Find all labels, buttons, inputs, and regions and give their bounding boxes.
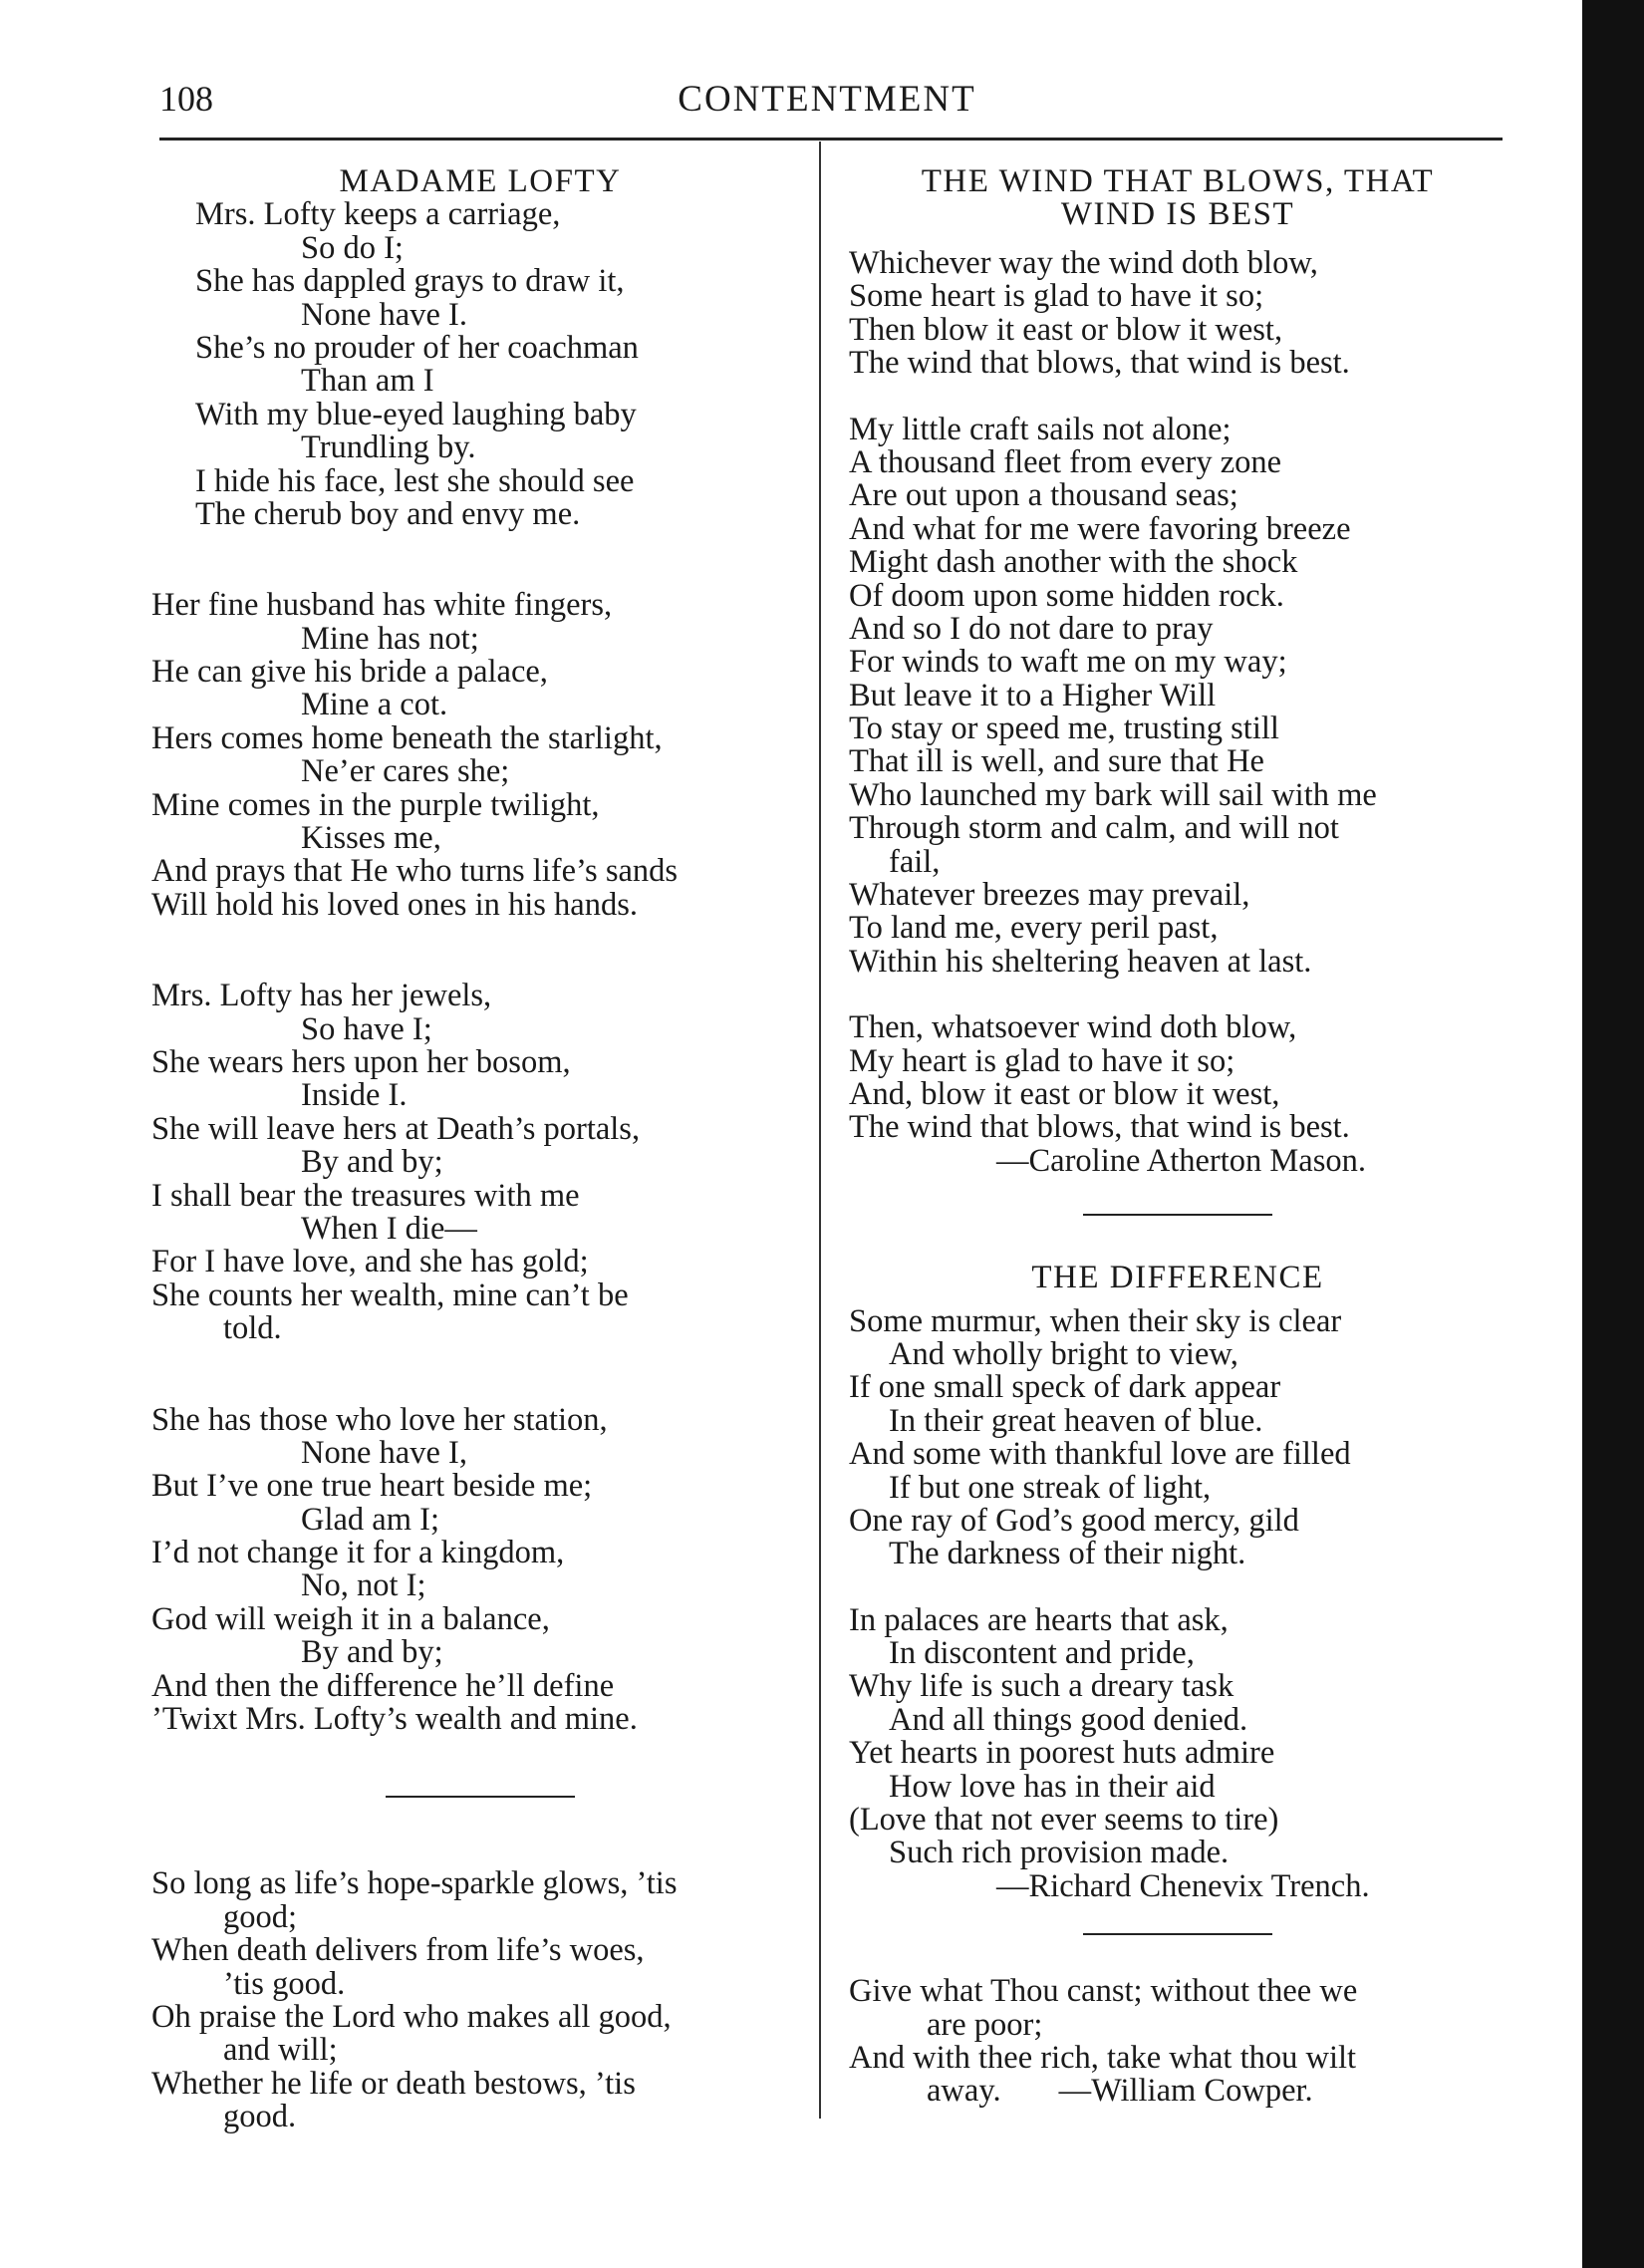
- poem-line: ’Twixt Mrs. Lofty’s wealth and mine.: [151, 1701, 638, 1738]
- poem-line: Might dash another with the shock: [849, 544, 1298, 581]
- poem-line-text: away.: [927, 2073, 1001, 2110]
- poem-line: I’d not change it for a kingdom,: [151, 1535, 565, 1571]
- poem-line: Ne’er cares she;: [301, 753, 510, 790]
- poem-line: In discontent and pride,: [889, 1635, 1195, 1672]
- poem-line: For winds to waft me on my way;: [849, 644, 1287, 681]
- poem-title-difference: THE DIFFERENCE: [1031, 1260, 1324, 1296]
- section-separator: [1083, 1214, 1272, 1216]
- poem-line: Who launched my bark will sail with me: [849, 776, 1377, 813]
- left-column: [151, 165, 809, 2134]
- poem-line: And so I do not dare to pray: [849, 610, 1214, 647]
- poem-line: And prays that He who turns life’s sands: [151, 853, 679, 890]
- poem-line: Oh praise the Lord who makes all good,: [151, 1998, 672, 2035]
- poem-line: She will leave hers at Death’s portals,: [151, 1110, 641, 1147]
- poem-line: And with thee rich, take what thou wilt: [849, 2039, 1357, 2076]
- page-number: 108: [159, 79, 213, 119]
- poem-line: Her fine husband has white fingers,: [151, 587, 613, 624]
- difference-stanza-1: [849, 1302, 1507, 1572]
- attribution-mason: —Caroline Atherton Mason.: [996, 1142, 1366, 1179]
- poem-title-wind: [849, 165, 1507, 231]
- poem-line: Whichever way the wind doth blow,: [849, 245, 1318, 281]
- poem-line: And, blow it east or blow it west,: [849, 1075, 1280, 1112]
- poem-line: A thousand fleet from every zone: [849, 443, 1282, 480]
- attribution-cowper: —William Cowper.: [1058, 2073, 1313, 2110]
- running-title: CONTENTMENT: [678, 79, 976, 120]
- poem-line: My little craft sails not alone;: [849, 411, 1232, 447]
- poem-line: Such rich provision made.: [889, 1835, 1230, 1871]
- wind-stanza-2: [849, 411, 1507, 980]
- poem-line: So have I;: [301, 1010, 432, 1047]
- wind-stanza-3: [849, 1011, 1507, 1145]
- poem-line: Of doom upon some hidden rock.: [849, 577, 1284, 614]
- poem-line: God will weigh it in a balance,: [151, 1600, 550, 1637]
- poem-title-line: WIND IS BEST: [1060, 196, 1295, 232]
- poem-line: With my blue-eyed laughing baby: [195, 396, 637, 432]
- poem-line: She counts her wealth, mine can’t be: [151, 1276, 629, 1313]
- poem-line: The darkness of their night.: [889, 1536, 1246, 1572]
- poem-line: told.: [223, 1310, 282, 1347]
- poem-line: The cherub boy and envy me.: [195, 495, 581, 532]
- poem-line: The wind that blows, that wind is best.: [849, 1109, 1350, 1146]
- poem-line: No, not I;: [301, 1567, 426, 1604]
- poem-line: To stay or speed me, trusting still: [849, 710, 1279, 747]
- page-header: [159, 78, 1495, 128]
- difference-stanza-2: [849, 1601, 1507, 1871]
- poem-line: Then, whatsoever wind doth blow,: [849, 1009, 1297, 1046]
- poem-line: I shall bear the treasures with me: [151, 1177, 580, 1214]
- madame-lofty-stanza-3: [151, 980, 809, 1345]
- poem-line: Give what Thou canst; without thee we: [849, 1973, 1358, 2010]
- poem-line: But leave it to a Higher Will: [849, 677, 1217, 713]
- poem-line: She’s no prouder of her coachman: [195, 329, 639, 366]
- poem-line: By and by;: [301, 1634, 443, 1671]
- poem-line: Mine a cot.: [301, 687, 448, 723]
- poem-line: The wind that blows, that wind is best.: [849, 345, 1350, 382]
- poem-line: He can give his bride a palace,: [151, 654, 548, 691]
- poem-line: Trundling by.: [301, 429, 476, 466]
- column-divider: [819, 142, 821, 2119]
- poem-line: She wears hers upon her bosom,: [151, 1044, 571, 1080]
- poem-line: To land me, every peril past,: [849, 910, 1219, 947]
- poem-line: Than am I: [301, 363, 434, 400]
- poem-line: She has those who love her station,: [151, 1401, 608, 1438]
- poem-line: fail,: [889, 843, 941, 880]
- poem-line: That ill is well, and sure that He: [849, 743, 1264, 780]
- poem-line: Then blow it east or blow it west,: [849, 311, 1283, 348]
- poem-line: She has dappled grays to draw it,: [195, 263, 625, 300]
- poem-title-line: THE WIND THAT BLOWS, THAT: [921, 163, 1435, 199]
- poem-line: ’tis good.: [223, 1965, 346, 2002]
- poem-line: Inside I.: [301, 1077, 408, 1114]
- poem-line: good.: [223, 2099, 297, 2135]
- poem-line: Yet hearts in poorest huts admire: [849, 1735, 1275, 1772]
- poem-line: For I have love, and she has gold;: [151, 1244, 589, 1280]
- poem-line: In their great heaven of blue.: [889, 1402, 1263, 1439]
- wind-stanza-1: [849, 247, 1507, 381]
- poem-line: If one small speck of dark appear: [849, 1369, 1281, 1406]
- poem-title-madame-lofty: MADAME LOFTY: [339, 163, 622, 199]
- poem-line: Mine comes in the purple twilight,: [151, 786, 600, 823]
- poem-line: Whatever breezes may prevail,: [849, 877, 1250, 914]
- cowper-verse: [849, 1975, 1507, 2109]
- poem-line: Whether he life or death bestows, ’tis: [151, 2065, 636, 2102]
- poem-line: When I die—: [301, 1210, 477, 1247]
- poem-line: Mrs. Lofty has her jewels,: [151, 978, 492, 1014]
- poem-line: My heart is glad to have it so;: [849, 1042, 1235, 1079]
- poem-line: And wholly bright to view,: [889, 1335, 1238, 1372]
- poem-line: good;: [223, 1898, 298, 1935]
- poem-line: And some with thankful love are filled: [849, 1436, 1351, 1473]
- poem-line: One ray of God’s good mercy, gild: [849, 1502, 1299, 1539]
- poem-line: Why life is such a dreary task: [849, 1668, 1234, 1705]
- madame-lofty-stanza-1: [151, 198, 809, 531]
- poem-line: By and by;: [301, 1144, 443, 1181]
- poem-line: So long as life’s hope-sparkle glows, ’tis: [151, 1865, 678, 1902]
- madame-lofty-stanza-2: [151, 589, 809, 922]
- section-separator: [1083, 1933, 1272, 1935]
- poem-line: Are out upon a thousand seas;: [849, 477, 1238, 514]
- poem-line: But I’ve one true heart beside me;: [151, 1468, 593, 1505]
- poem-line: Within his sheltering heaven at last.: [849, 943, 1312, 980]
- poem-line: And then the difference he’ll define: [151, 1667, 615, 1704]
- poem-line: If but one streak of light,: [889, 1469, 1212, 1506]
- poem-line: Glad am I;: [301, 1501, 439, 1538]
- poem-line: Kisses me,: [301, 820, 441, 857]
- poem-line: Will hold his loved ones in his hands.: [151, 886, 638, 923]
- madame-lofty-stanza-4: [151, 1401, 809, 1738]
- poem-line: Some heart is glad to have it so;: [849, 278, 1264, 315]
- poem-line: [849, 2075, 1507, 2108]
- poem-line: Mrs. Lofty keeps a carriage,: [195, 196, 561, 233]
- section-separator: [386, 1796, 575, 1798]
- poem-line: (Love that not ever seems to tire): [849, 1802, 1279, 1839]
- poem-line: And what for me were favoring breeze: [849, 510, 1351, 547]
- header-rule: [159, 138, 1503, 141]
- poem-line: Some murmur, when their sky is clear: [849, 1302, 1342, 1339]
- right-column: [849, 165, 1507, 2109]
- poem-line: When death delivers from life’s woes,: [151, 1932, 645, 1969]
- poem-line: None have I,: [301, 1434, 467, 1471]
- attribution-trench: —Richard Chenevix Trench.: [996, 1867, 1370, 1904]
- poem-line: So do I;: [301, 229, 404, 266]
- poem-line: Hers comes home beneath the starlight,: [151, 719, 663, 756]
- tis-good-verse: [151, 1867, 809, 2133]
- poem-line: And all things good denied.: [889, 1701, 1248, 1738]
- poem-line: are poor;: [927, 2006, 1043, 2043]
- poem-line: In palaces are hearts that ask,: [849, 1601, 1229, 1638]
- poem-line: How love has in their aid: [889, 1768, 1216, 1805]
- scan-edge-bar: [1582, 0, 1644, 2268]
- poem-line: Mine has not;: [301, 620, 479, 657]
- poem-line: I hide his face, lest she should see: [195, 462, 635, 499]
- poem-line: Through storm and calm, and will not: [849, 810, 1339, 847]
- poem-line: and will;: [223, 2032, 338, 2069]
- poem-line: None have I.: [301, 296, 467, 333]
